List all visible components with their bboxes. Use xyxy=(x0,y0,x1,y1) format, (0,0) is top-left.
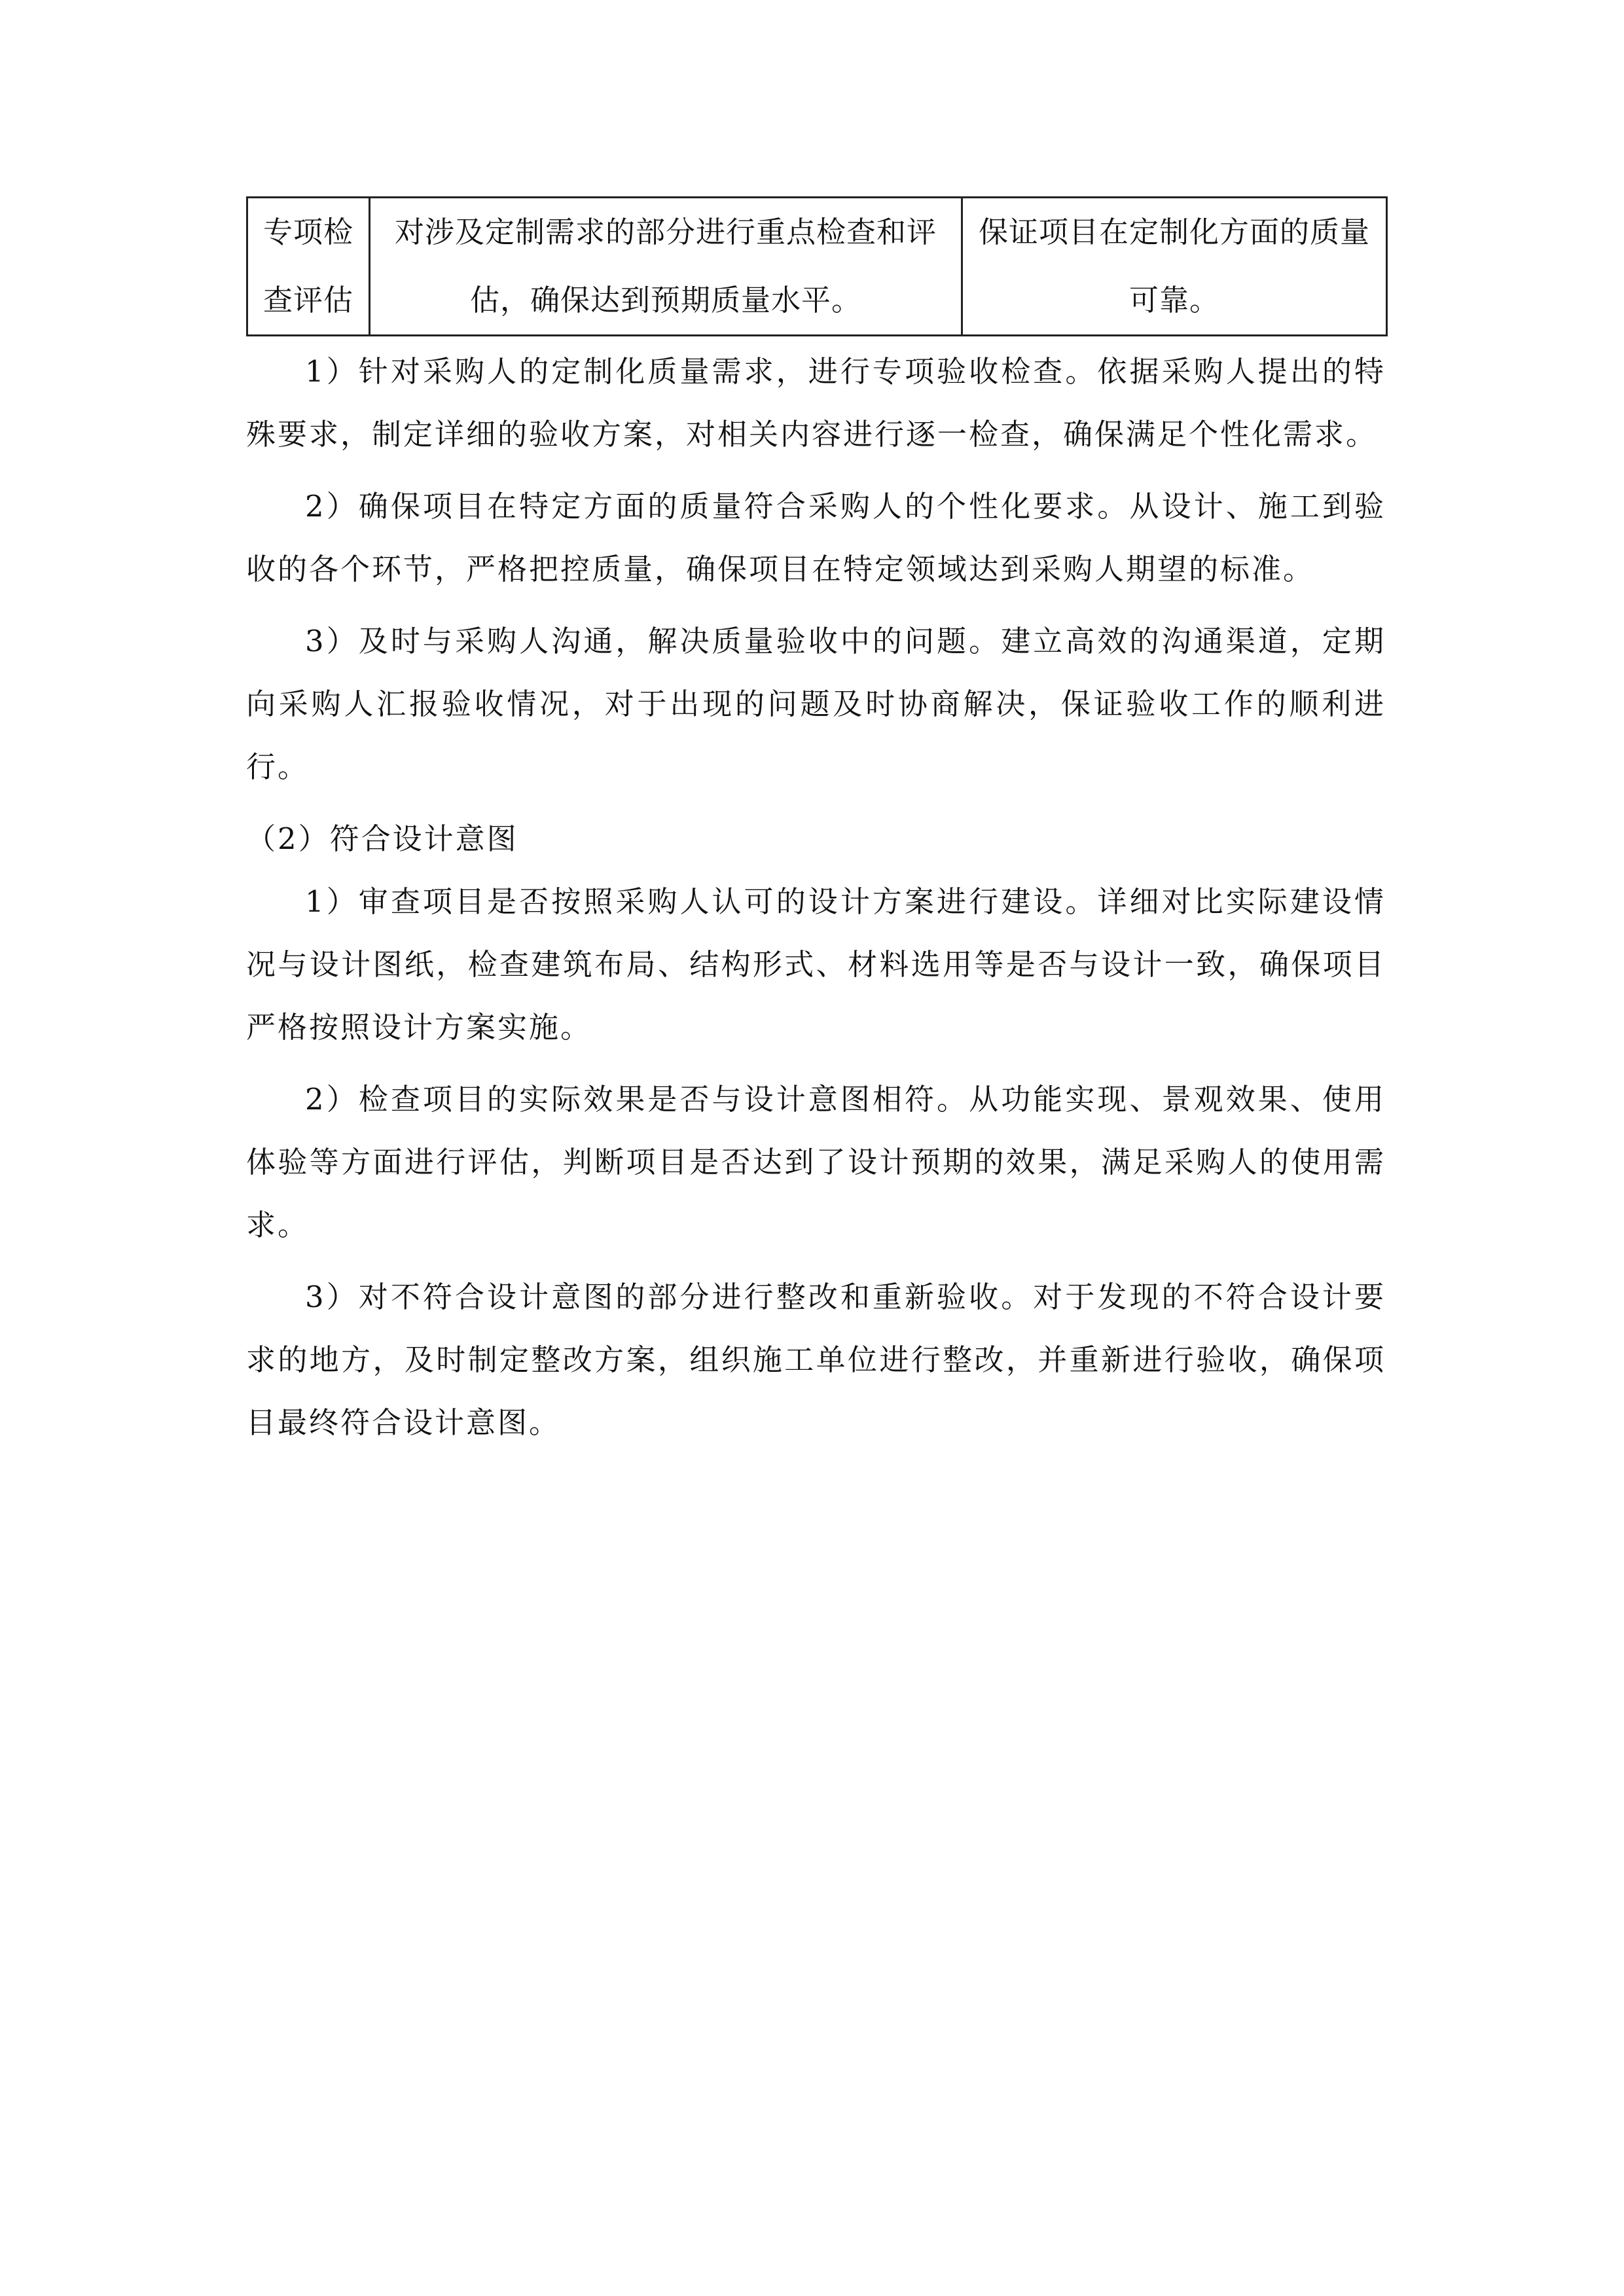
section-heading: （2）符合设计意图 xyxy=(246,821,518,856)
table-cell-goal: 保证项目在定制化方面的质量可靠。 xyxy=(962,198,1387,336)
table-cell-item: 专项检查评估 xyxy=(247,198,370,336)
paragraph: 1）审查项目是否按照采购人认可的设计方案进行建设。详细对比实际建设情况与设计图纸，检查建筑布局、结构形式、材料选用等是否与设计一致，确保项目严格按照设计方案实施。 xyxy=(246,884,1386,1045)
table-row xyxy=(247,198,1387,336)
paragraph: 3）及时与采购人沟通，解决质量验收中的问题。建立高效的沟通渠道，定期向采购人汇报验收情况，对于出现的问题及时协商解决，保证验收工作的顺利进行。 xyxy=(246,624,1386,784)
table-cell-content: 对涉及定制需求的部分进行重点检查和评估，确保达到预期质量水平。 xyxy=(370,198,962,336)
spec-table xyxy=(246,196,1388,336)
paragraph: 3）对不符合设计意图的部分进行整改和重新验收。对于发现的不符合设计要求的地方，及时制定整改方案，组织施工单位进行整改，并重新进行验收，确保项目最终符合设计意图。 xyxy=(246,1280,1386,1440)
paragraph: 1）针对采购人的定制化质量需求，进行专项验收检查。依据采购人提出的特殊要求，制定详细的验收方案，对相关内容进行逐一检查，确保满足个性化需求。 xyxy=(246,354,1386,452)
paragraph: 2）检查项目的实际效果是否与设计意图相符。从功能实现、景观效果、使用体验等方面进行评估，判断项目是否达到了设计预期的效果，满足采购人的使用需求。 xyxy=(246,1082,1386,1242)
paragraph: 2）确保项目在特定方面的质量符合采购人的个性化要求。从设计、施工到验收的各个环节，严格把控质量，确保项目在特定领域达到采购人期望的标准。 xyxy=(246,489,1386,586)
page-content xyxy=(246,196,1386,1454)
